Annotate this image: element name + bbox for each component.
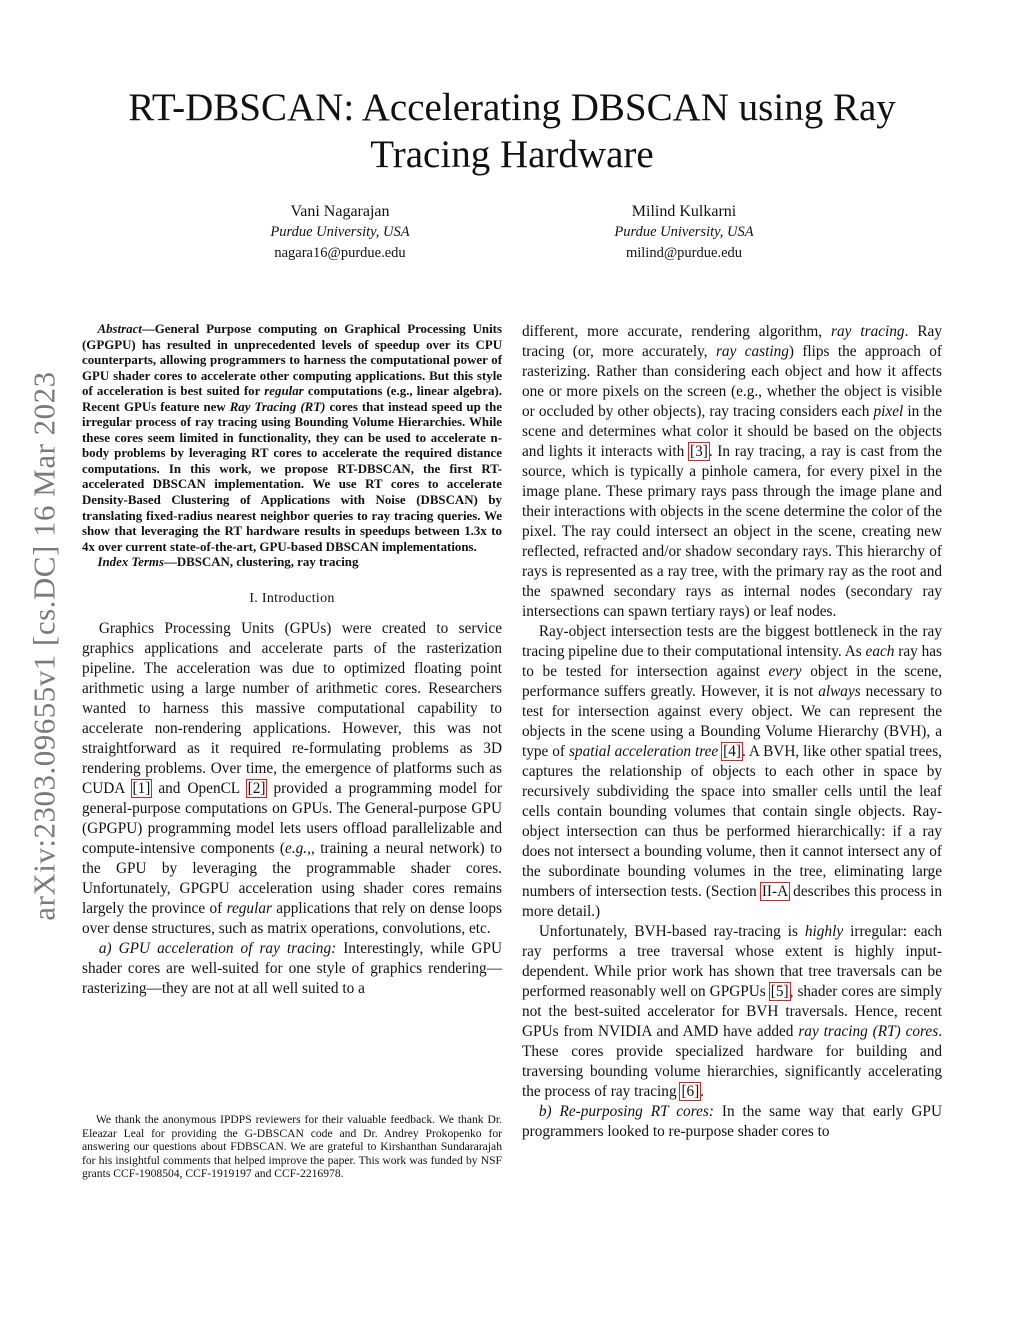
body-text: Interestingly, while GPU shader cores are well-suited for one style of graphics rendering—rasterizing—they are not at all well suited to a [82,939,503,997]
arxiv-identifier [20,346,70,946]
body-text: Ray-object intersection tests are the biggest bottleneck in the ray tracing pipeline due to their computational intensity. As [522,623,942,660]
intro-paragraph-1 [82,619,502,939]
body-text: Graphics Processing Units (GPUs) were created to service graphics applications and accelerate parts of the rasterization pipeline. The acceleration was due to optimized floating point arithmetic using a large number of arithmetic cores. Researchers wanted to harness this massive computational capability to accelerate non-rendering applications. However, this was not straightforward as it required re-formulating problems as 3D rendering problems. Over time, the emergence of platforms such as CUDA [82,619,502,797]
citation-link[interactable]: [2] [247,779,266,797]
paragraph-title: a) GPU acceleration of ray tracing: [98,939,337,957]
index-terms [82,555,502,571]
body-text: object in the scene, performance suffers greatly. However, it is not [522,663,942,700]
index-terms-label: Index Terms [97,555,164,570]
right-column [522,322,942,1142]
arxiv-identifier-text: arXiv:2303.09655v1 [cs.DC] 16 Mar 2023 [27,371,63,921]
body-emphasis: pixel [873,403,904,420]
body-text: . In ray tracing, a ray is cast from the source, which is typically a pinhole camera, for every pixel in the image plane. These primary rays pass through the image plane and their interactions with objects in the scene determine the color of the pixel. The ray could intersect an object in the scene, creating new reflected, refracted and/or shadow secondary rays. This hierarchy of rays is represented as a ray tree, with the primary ray as the root and the spawned secondary rays as internal nodes (secondary ray intersections can spawn tertiary rays) or leaf nodes. [522,443,942,620]
author-block-2 [524,201,844,264]
body-text: in the scene and determines what color it should be based on the objects and lights it interacts with [522,403,942,460]
body-text: ray has to be tested for intersection against [522,643,943,680]
abstract-emphasis: Ray Tracing (RT) [229,399,326,414]
body-emphasis: every [768,663,802,680]
left-column [82,322,502,999]
citation-link[interactable]: [5] [770,983,789,1000]
body-text: , shader cores are simply not the best-suited accelerator for BVH traversals. Hence, recent GPUs from NVIDIA and AMD have added [522,983,942,1040]
index-terms-text: —DBSCAN, clustering, ray tracing [163,555,359,570]
body-text: Unfortunately, BVH-based ray-tracing is [538,923,805,940]
body-emphasis: ray tracing (RT) cores [798,1023,939,1040]
author-email: nagara16@purdue.edu [274,245,406,261]
section-heading: I. Introduction [249,590,335,606]
author-name: Milind Kulkarni [631,203,737,220]
body-text: and OpenCL [151,779,247,797]
abstract-label: Abstract [97,322,142,336]
body-emphasis: ray casting [715,343,789,360]
abstract [82,322,502,555]
body-emphasis: highly [804,923,844,940]
author-block-1 [180,201,500,264]
body-text: , training a neural network) to the GPU by leveraging the programmable shader cores. Unfortunately, GPGPU acceleration using shader cores remains largely the province of [82,839,502,917]
right-paragraph-2 [522,622,942,922]
body-text: provided a programming model for general-purpose computations on GPUs. The General-purpose GPU (GPGPU) programming model lets users offload parallelizable and compute-intensive components ( [82,779,502,857]
author-email: milind@purdue.edu [625,245,743,261]
citation-link[interactable]: [6] [681,1083,700,1100]
body-text: applications that rely on dense loops over dense structures, such as matrix operations, convolutions, etc. [82,899,503,937]
abstract-emphasis: regular [264,384,304,399]
abstract-text: cores that instead speed up the irregular process of ray tracing using Bounding Volume Hierarchies. While these cores seem limited in functionality, they can be used to accelerate n-body problems by leveraging RT cores to accelerate the required distance computations. In this work, we propose RT-DBSCAN, the first RT-accelerated DBSCAN implementation. We use RT cores to accelerate Density-Based Clustering of Applications with Noise (DBSCAN) by translating fixed-radius nearest neighbor queries to ray tracing queries. We show that leveraging the RT hardware results in speedups between 1.3x to 4x over current state-of-the-art, GPU-based DBSCAN implementations. [82,399,502,554]
body-text: irregular: each ray performs a tree traversal whose extent is highly input-dependent. While prior work has shown that tree traversals can be performed reasonably well on GPGPUs [522,923,942,1000]
body-emphasis: spatial acceleration tree [568,743,719,760]
paper-title: RT-DBSCAN: Accelerating DBSCAN using Ray Tracing Hardware [128,86,896,176]
body-text: In the same way that early GPU programmers looked to re-purpose shader cores to [522,1103,942,1140]
citation-link[interactable]: [1] [132,779,151,797]
body-text: . Ray tracing (or, more accurately, [522,323,942,360]
body-text: necessary to test for intersection against every object. We can represent the objects in the scene using a Bounding Volume Hierarchy (BVH), a type of [522,683,942,760]
paragraph-title: b) Re-purposing RT cores: [538,1103,714,1120]
right-paragraph-1 [522,322,942,622]
paragraph-b [522,1102,942,1142]
body-emphasis: e.g., [285,839,311,857]
abstract-text: —General Purpose computing on Graphical Processing Units (GPGPU) has resulted in unprecedented levels of speedup over its CPU counterparts, allowing programmers to harness the computational power of GPU shader cores to accelerate other computing applications. But this style of acceleration is best suited for [82,322,502,399]
right-paragraph-3 [522,922,942,1102]
body-emphasis: each [865,643,895,660]
section-link[interactable]: II-A [761,883,789,900]
citation-link[interactable]: [4] [723,743,741,760]
body-text: different, more accurate, rendering algorithm, [522,323,832,340]
body-emphasis: ray tracing [831,323,905,340]
body-text: ) flips the approach of rasterizing. Rather than considering each object and how it affects one or more pixels on the screen (e.g., whether the object is visible or occluded by other objects), ray tracing considers each [522,343,943,420]
paragraph-a [82,939,502,999]
body-emphasis: always [818,683,861,700]
acknowledgment-footnote: We thank the anonymous IPDPS reviewers for their valuable feedback. We thank Dr. Eleazar Leal for providing the G-DBSCAN code and Dr. Andrey Prokopenko for answering our questions about FDBSCAN. We are grateful to Kirshanthan Sundararajah for his insightful comments that helped improve the paper. This work was funded by NSF grants CCF-1908504, CCF-1919197 and CCF-2216978. [82,1113,502,1181]
body-text: . [700,1083,705,1100]
citation-link[interactable]: [3] [689,443,708,460]
body-text: describes this process in more detail.) [522,883,942,920]
author-name: Vani Nagarajan [290,203,390,220]
author-affiliation: Purdue University, USA [614,224,754,240]
body-text: . These cores provide specialized hardware for building and traversing bounding volume hierarchies, significantly accelerating the process of ray tracing [522,1023,943,1100]
body-emphasis: regular [226,899,272,917]
abstract-text: computations (e.g., linear algebra). Recent GPUs feature new [82,384,502,414]
author-affiliation: Purdue University, USA [270,224,410,240]
body-text: . A BVH, like other spatial trees, captures the relationship of objects to each other in space by recursively subdividing the space into smaller cells until the leaf cells contain bounding volumes that contain single objects. Ray-object intersection can thus be performed hierarchically: if a ray does not intersect a bounding volume, then it cannot intersect any of the subordinate bounding volumes in the tree, eliminating large numbers of intersection tests. (Section [522,743,942,900]
